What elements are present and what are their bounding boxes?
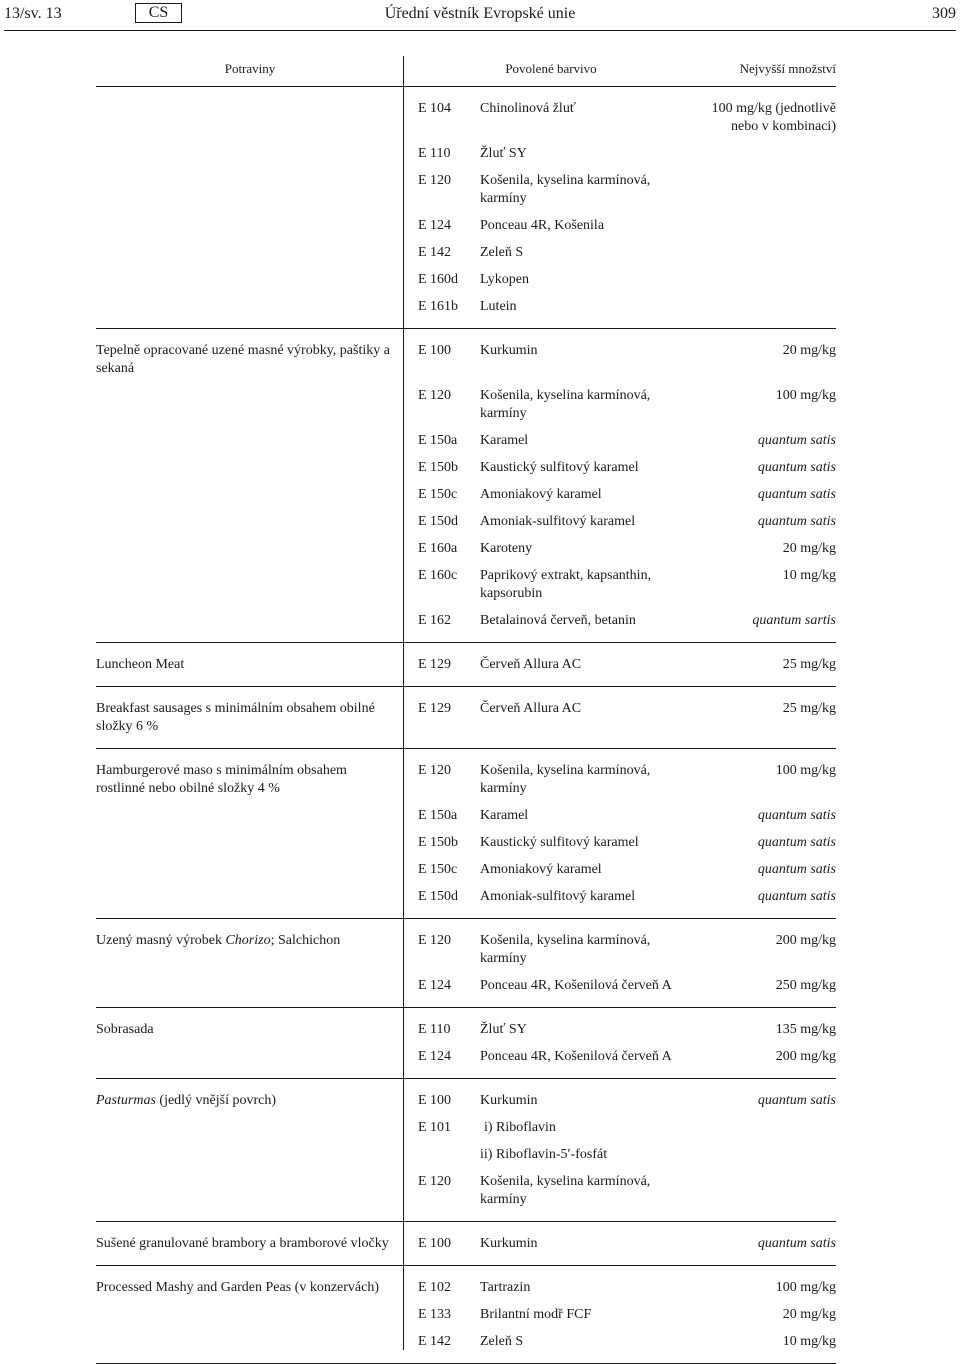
max-amount: 25 mg/kg [698, 687, 836, 749]
table-row [96, 536, 836, 563]
e-number: E 120 [404, 919, 480, 973]
e-number: E 101 [404, 1115, 480, 1142]
table-row [96, 240, 836, 267]
table-header-row [96, 56, 836, 87]
e-number: E 150d [404, 884, 480, 919]
journal-title: Úřední věstník Evropské unie [0, 5, 960, 23]
table-row [96, 1142, 836, 1169]
food-cell [96, 240, 404, 267]
column-header-colour: Povolené barvivo [404, 56, 698, 87]
e-number: E 150c [404, 857, 480, 884]
page-number: 309 [932, 5, 956, 23]
food-cell [96, 563, 404, 608]
table-row [96, 509, 836, 536]
e-number: E 133 [404, 1302, 480, 1329]
table-row [96, 608, 836, 643]
table-row [96, 1222, 836, 1266]
table-row [96, 329, 836, 383]
table-row [96, 455, 836, 482]
max-amount: 250 mg/kg [698, 973, 836, 1008]
colour-name: Košenila, kyselina karmínová, karmíny [480, 749, 698, 803]
table-row [96, 1302, 836, 1329]
e-number: E 104 [404, 87, 480, 141]
table-row [96, 482, 836, 509]
table-row [96, 213, 836, 240]
food-cell: Tepelně opracované uzené masné výrobky, paštiky a sekaná [96, 329, 404, 383]
food-cell [96, 455, 404, 482]
max-amount: quantum satis [698, 1222, 836, 1266]
e-number: E 162 [404, 608, 480, 643]
colours-table [96, 56, 836, 1364]
colour-name: Ponceau 4R, Košenila [480, 213, 698, 240]
colour-name: Paprikový extrakt, kapsanthin, kapsorubin [480, 563, 698, 608]
food-cell [96, 1302, 404, 1329]
max-amount: quantum sartis [698, 608, 836, 643]
e-number: E 100 [404, 1079, 480, 1115]
colour-name: Kaustický sulfitový karamel [480, 830, 698, 857]
food-cell [96, 608, 404, 643]
max-amount: 25 mg/kg [698, 643, 836, 687]
food-cell [96, 973, 404, 1008]
table-row [96, 1329, 836, 1364]
colour-name: Červeň Allura AC [480, 687, 698, 749]
table-row [96, 749, 836, 803]
max-amount: 20 mg/kg [698, 536, 836, 563]
table-row [96, 643, 836, 687]
e-number: E 120 [404, 749, 480, 803]
max-amount: quantum satis [698, 482, 836, 509]
colour-name: Amoniakový karamel [480, 857, 698, 884]
table-row [96, 1115, 836, 1142]
max-amount: quantum satis [698, 803, 836, 830]
food-cell [96, 168, 404, 213]
max-amount: 10 mg/kg [698, 563, 836, 608]
e-number: E 129 [404, 687, 480, 749]
colour-name: Lutein [480, 294, 698, 329]
colour-name: Chinolinová žluť [480, 87, 698, 141]
header-rule [4, 30, 956, 31]
max-amount: 20 mg/kg [698, 1302, 836, 1329]
e-number: E 160a [404, 536, 480, 563]
max-amount: 200 mg/kg [698, 919, 836, 973]
table-row [96, 294, 836, 329]
e-number: E 150a [404, 428, 480, 455]
colour-name: Amoniak-sulfitový karamel [480, 884, 698, 919]
food-cell [96, 294, 404, 329]
colour-name: Kaustický sulfitový karamel [480, 455, 698, 482]
max-amount: quantum satis [698, 455, 836, 482]
max-amount [698, 141, 836, 168]
food-cell [96, 1169, 404, 1222]
e-number: E 150a [404, 803, 480, 830]
colour-name: Lykopen [480, 267, 698, 294]
colour-name: Červeň Allura AC [480, 643, 698, 687]
e-number: E 120 [404, 383, 480, 428]
table-body [96, 87, 836, 1364]
food-cell [96, 1142, 404, 1169]
food-cell [96, 857, 404, 884]
max-amount [698, 240, 836, 267]
food-cell [96, 884, 404, 919]
e-number: E 160c [404, 563, 480, 608]
table-row [96, 383, 836, 428]
food-cell: Luncheon Meat [96, 643, 404, 687]
food-cell: Sušené granulované brambory a bramborové vločky [96, 1222, 404, 1266]
e-number: E 150d [404, 509, 480, 536]
e-number: E 110 [404, 1008, 480, 1044]
max-amount [698, 1142, 836, 1169]
food-cell: Breakfast sausages s minimálním obsahem obilné složky 6 % [96, 687, 404, 749]
food-cell [96, 213, 404, 240]
table-row [96, 803, 836, 830]
food-cell [96, 267, 404, 294]
e-number: E 150b [404, 455, 480, 482]
table-row [96, 687, 836, 749]
colour-name: Brilantní modř FCF [480, 1302, 698, 1329]
colour-name: Košenila, kyselina karmínová, karmíny [480, 919, 698, 973]
colour-name: i) Riboflavin [480, 1115, 698, 1142]
food-name-part: (jedlý vnější povrch) [156, 1093, 276, 1108]
table-row [96, 857, 836, 884]
e-number [404, 1142, 480, 1169]
max-amount: quantum satis [698, 1079, 836, 1115]
e-number: E 124 [404, 213, 480, 240]
e-number: E 124 [404, 973, 480, 1008]
colour-name: Žluť SY [480, 141, 698, 168]
table-row [96, 1079, 836, 1115]
max-amount: quantum satis [698, 830, 836, 857]
max-amount: quantum satis [698, 857, 836, 884]
food-cell [96, 141, 404, 168]
colour-name: Košenila, kyselina karmínová, karmíny [480, 383, 698, 428]
max-amount: 10 mg/kg [698, 1329, 836, 1364]
table-row [96, 1044, 836, 1079]
max-amount: quantum satis [698, 884, 836, 919]
max-amount [698, 1115, 836, 1142]
food-cell [96, 428, 404, 455]
table-row [96, 87, 836, 141]
food-cell [96, 803, 404, 830]
e-number: E 150b [404, 830, 480, 857]
colour-name: Kurkumin [480, 1079, 698, 1115]
e-number: E 102 [404, 1266, 480, 1302]
max-amount: 100 mg/kg [698, 1266, 836, 1302]
colour-name: Košenila, kyselina karmínová, karmíny [480, 1169, 698, 1222]
food-cell: Processed Mashy and Garden Peas (v konzervách) [96, 1266, 404, 1302]
food-name-part: Uzený masný výrobek [96, 933, 225, 948]
table-row [96, 830, 836, 857]
colour-name: Zeleň S [480, 1329, 698, 1364]
colour-name: ii) Riboflavin-5′-fosfát [480, 1142, 698, 1169]
food-cell: Sobrasada [96, 1008, 404, 1044]
colour-name: Karoteny [480, 536, 698, 563]
e-number: E 110 [404, 141, 480, 168]
e-number: E 160d [404, 267, 480, 294]
table-row [96, 141, 836, 168]
food-cell [96, 536, 404, 563]
e-number: E 120 [404, 1169, 480, 1222]
food-cell [96, 919, 404, 973]
table-row [96, 884, 836, 919]
e-number: E 142 [404, 240, 480, 267]
e-number: E 100 [404, 1222, 480, 1266]
max-amount: 20 mg/kg [698, 329, 836, 383]
e-number: E 150c [404, 482, 480, 509]
max-amount [698, 1169, 836, 1222]
food-cell [96, 1044, 404, 1079]
column-header-food: Potraviny [96, 56, 404, 87]
colour-name: Kurkumin [480, 1222, 698, 1266]
colour-name: Ponceau 4R, Košenilová červeň A [480, 1044, 698, 1079]
colour-name: Zeleň S [480, 240, 698, 267]
e-number: E 161b [404, 294, 480, 329]
table-row [96, 1008, 836, 1044]
food-cell [96, 830, 404, 857]
table-row [96, 563, 836, 608]
table-row [96, 267, 836, 294]
food-cell [96, 1079, 404, 1115]
max-amount [698, 168, 836, 213]
max-amount [698, 213, 836, 240]
table-row [96, 168, 836, 213]
max-amount [698, 294, 836, 329]
food-name-part: ; Salchichon [271, 933, 341, 948]
e-number: E 142 [404, 1329, 480, 1364]
food-cell [96, 1329, 404, 1364]
food-cell [96, 482, 404, 509]
colour-name: Karamel [480, 803, 698, 830]
food-cell [96, 383, 404, 428]
colour-name: Košenila, kyselina karmínová, karmíny [480, 168, 698, 213]
column-divider-1 [403, 56, 404, 1350]
food-cell [96, 509, 404, 536]
colour-name: Karamel [480, 428, 698, 455]
colour-name: Amoniakový karamel [480, 482, 698, 509]
table-row [96, 1169, 836, 1222]
table-row [96, 428, 836, 455]
colour-name: Amoniak-sulfitový karamel [480, 509, 698, 536]
food-cell [96, 87, 404, 141]
table-row [96, 919, 836, 973]
e-number: E 100 [404, 329, 480, 383]
language-badge: CS [135, 3, 182, 23]
table-row [96, 1266, 836, 1302]
max-amount: quantum satis [698, 428, 836, 455]
e-number: E 129 [404, 643, 480, 687]
max-amount [698, 267, 836, 294]
colour-name: Žluť SY [480, 1008, 698, 1044]
colour-name: Betalainová červeň, betanin [480, 608, 698, 643]
max-amount: 100 mg/kg [698, 749, 836, 803]
colour-name: Ponceau 4R, Košenilová červeň A [480, 973, 698, 1008]
e-number: E 120 [404, 168, 480, 213]
e-number: E 124 [404, 1044, 480, 1079]
max-amount: 200 mg/kg [698, 1044, 836, 1079]
colour-name: Tartrazin [480, 1266, 698, 1302]
food-name-italic: Pasturmas [96, 1093, 156, 1108]
column-header-max: Nejvyšší množství [698, 56, 836, 87]
max-amount: 100 mg/kg (jednotlivě nebo v kombinaci) [698, 87, 836, 141]
issue-number: 13/sv. 13 [4, 5, 62, 23]
food-cell [96, 1115, 404, 1142]
table-row [96, 973, 836, 1008]
food-cell: Hamburgerové maso s minimálním obsahem rostlinné nebo obilné složky 4 % [96, 749, 404, 803]
page-header [0, 0, 960, 28]
food-name-italic: Chorizo [225, 933, 270, 948]
colour-name: Kurkumin [480, 329, 698, 383]
max-amount: 100 mg/kg [698, 383, 836, 428]
max-amount: 135 mg/kg [698, 1008, 836, 1044]
max-amount: quantum satis [698, 509, 836, 536]
